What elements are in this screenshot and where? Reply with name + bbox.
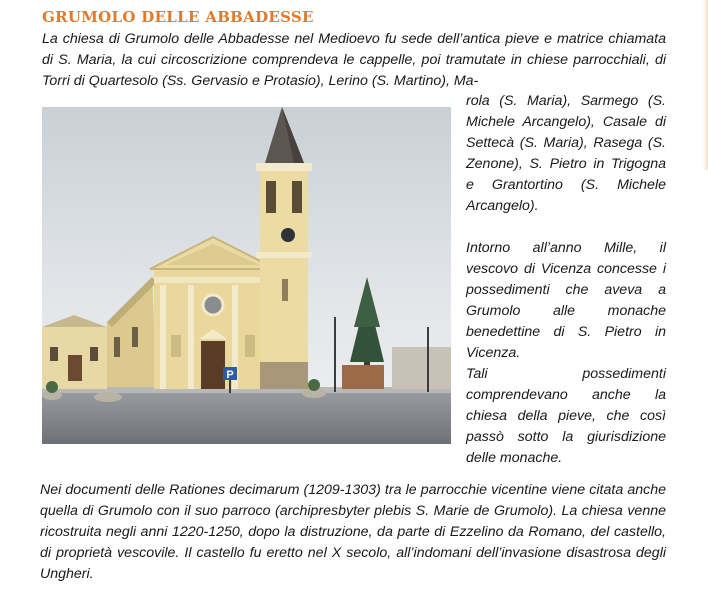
side-building — [42, 315, 107, 389]
bottom-paragraph: Nei documenti delle Rationes decimarum (1209-1303) tra le parrocchie vicentine viene citata anche quella di Grumolo con il suo parroco (archipresbyter plebis S. Marie de Grumolo). La chiesa venne ricostruita negli anni 1220-1250, dopo la distruzione, da parte di Ezzelino da Romano, del castello, di proprietà vescovile. Il castello fu eretto nel X secolo, all’indomani dell’invasione disastrosa degli Ungheri. — [40, 482, 666, 582]
side-paragraph-2: Intorno all’anno Mille, il vescovo di Vicenza concesse i possedimenti che aveva a Grumolo alle monache benedettine di S. Pietro in Vicenza. — [466, 240, 666, 361]
church-facade — [150, 237, 276, 389]
side-paragraph-3: Tali possedimenti comprendevano anche la chiesa della pieve, che così passò sotto la giurisdizione delle monache. — [466, 366, 666, 466]
article-title: GRUMOLO DELLE ABBADESSE — [42, 8, 314, 26]
lead-paragraph: La chiesa di Grumolo delle Abbadesse nel Medioevo fu sede dell’antica pieve e matrice chiamata di S. Maria, la cui circoscrizione comprendeva le cappelle, poi tramutate in chiese parrocchiali, di Torri di Quartesolo (Ss. Gervasio e Protasio), Lerino (S. Martino), Ma- — [42, 31, 666, 89]
page-edge-rule — [703, 0, 708, 170]
church-illustration — [42, 107, 451, 444]
parking-sign-label: P — [226, 369, 234, 381]
church-photo — [42, 107, 451, 444]
paragraph-gap — [466, 217, 666, 238]
side-column — [466, 91, 666, 469]
side-paragraph-1: rola (S. Maria), Sarmego (S. Michele Arcangelo), Casale di Settecà (S. Maria), Rasega (S. Zenone), S. Pietro in Trigogna e Grantortino (S. Michele Arcangelo). — [466, 93, 666, 214]
